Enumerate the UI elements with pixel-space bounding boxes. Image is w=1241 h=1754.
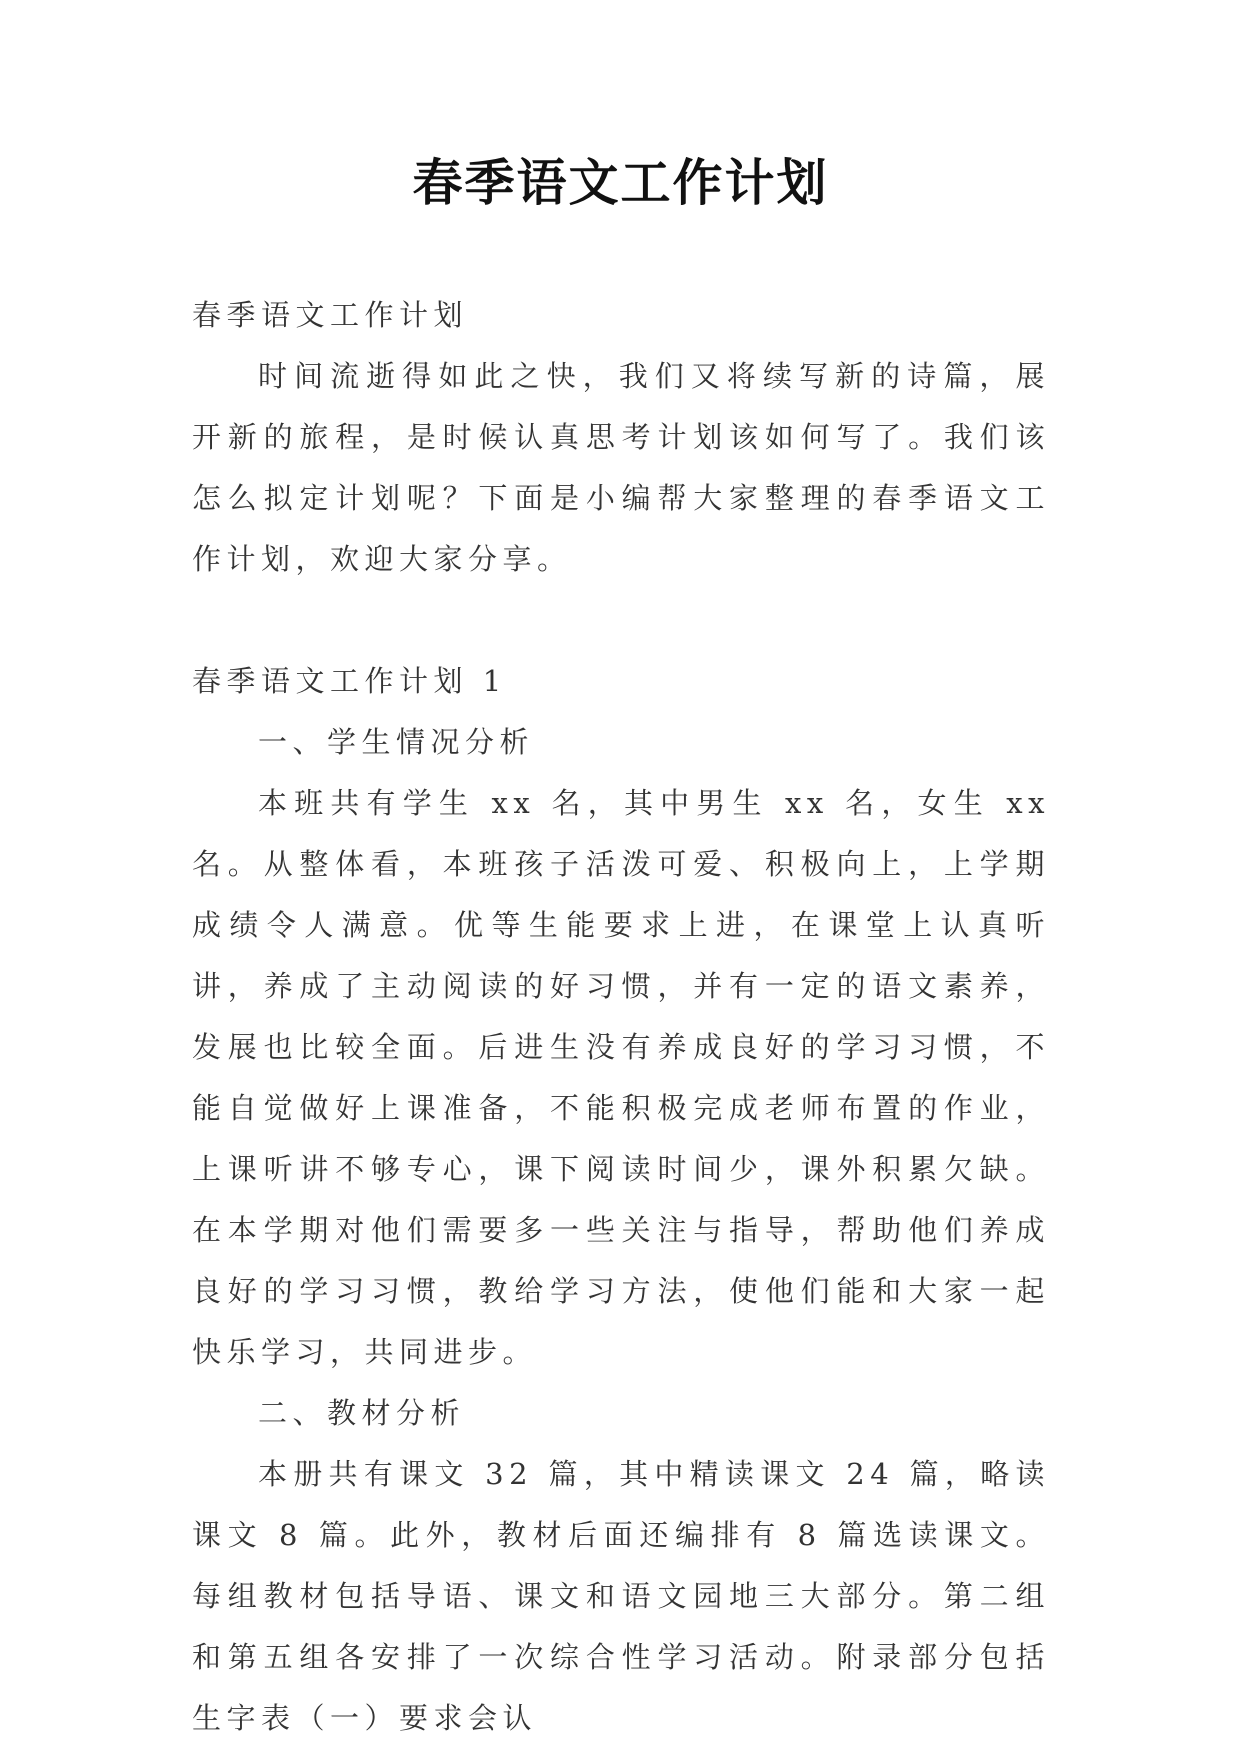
student-analysis-paragraph: 本班共有学生 xx 名，其中男生 xx 名，女生 xx 名。从整体看，本班孩子活泼可爱、积极向上，上学期成绩令人满意。优等生能要求上进，在课堂上认真听讲，养成了主动阅读的好习惯，并有一定的语文素养，发展也比较全面。后进生没有养成良好的学习习惯，不能自觉做好上课准备，不能积极完成老师布置的作业，上课听讲不够专心，课下阅读时间少，课外积累欠缺。在本学期对他们需要多一些关注与指导，帮助他们养成良好的学习习惯，教给学习方法，使他们能和大家一起快乐学习，共同进步。 [192, 786, 1050, 1369]
document-body [192, 285, 1050, 1749]
document-title: 春季语文工作计划 [412, 153, 829, 212]
heading-textbook-analysis: 二、教材分析 [258, 1396, 466, 1430]
textbook-analysis-paragraph: 本册共有课文 32 篇，其中精读课文 24 篇，略读课文 8 篇。此外，教材后面还编排有 8 篇选读课文。每组教材包括导语、课文和语文园地三大部分。第二组和第五组各安排了一次综合性学习活动。附录部分包括生字表（一）要求会认 [192, 1457, 1050, 1735]
paragraph-gap [192, 590, 1050, 651]
intro-paragraph: 时间流逝得如此之快，我们又将续写新的诗篇，展开新的旅程，是时候认真思考计划该如何写了。我们该怎么拟定计划呢？下面是小编帮大家整理的春季语文工作计划，欢迎大家分享。 [192, 359, 1050, 576]
subtitle-paragraph: 春季语文工作计划 [192, 298, 469, 332]
section-heading-plan-1: 春季语文工作计划 1 [192, 664, 507, 698]
heading-student-analysis: 一、学生情况分析 [258, 725, 535, 759]
